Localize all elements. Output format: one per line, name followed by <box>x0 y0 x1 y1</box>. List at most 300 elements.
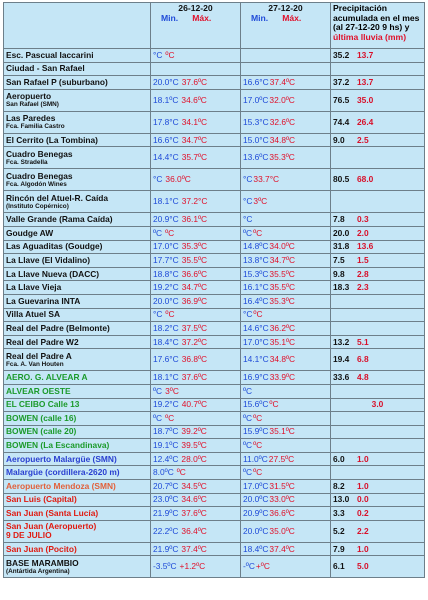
station-name-cell <box>4 371 151 385</box>
table-row <box>4 466 425 480</box>
precip-cell <box>331 412 425 426</box>
table-row <box>4 49 425 63</box>
day1-min: 18.7ºC <box>153 426 179 437</box>
day2-max: 34.8ºC <box>269 354 296 365</box>
day1-min: 22.2ºC <box>153 525 179 536</box>
day1-max: 3ºC <box>165 385 179 396</box>
station-name-cell <box>4 507 151 521</box>
day1-temps-cell <box>151 62 241 76</box>
day2-min: 20.9ºC <box>243 508 269 519</box>
station-name: Rincón del Atuel-R. Caída <box>6 192 109 203</box>
precip-accumulated: 19.4 <box>333 354 350 365</box>
header-station <box>4 3 151 49</box>
day1-max: 36.0ºC <box>165 174 191 185</box>
day1-min: °C <box>153 174 163 185</box>
precip-last-rain: 13.7 <box>357 49 374 60</box>
day1-min: 16.6°C <box>153 134 179 145</box>
station-name-cell <box>4 542 151 556</box>
header-max1: Máx. <box>192 12 212 23</box>
day2-min: ºC <box>243 412 253 423</box>
day2-min: °C <box>243 174 253 185</box>
precip-last-rain: 0.0 <box>357 494 369 505</box>
header-precipitation <box>331 3 425 49</box>
table-row <box>4 191 425 213</box>
station-name: San Juan (Pocito) <box>6 543 77 554</box>
day1-max: ºC <box>165 412 175 423</box>
station-name: Ciudad - San Rafael <box>6 63 85 74</box>
precip-cell <box>331 480 425 494</box>
precip-cell <box>331 308 425 322</box>
day2-min: 20.0ºC <box>243 494 269 505</box>
precip-cell <box>331 542 425 556</box>
table-row <box>4 384 425 398</box>
header-minmax2 <box>243 14 328 24</box>
precip-accumulated: 74.4 <box>333 116 350 127</box>
table-row <box>4 542 425 556</box>
day1-temps-cell <box>151 425 241 439</box>
day2-min: 15.3°C <box>243 116 269 127</box>
day1-max: 34.1ºC <box>181 116 208 127</box>
day2-max: 35.5ºC <box>269 282 296 293</box>
precip-last-rain: 13.6 <box>357 241 374 252</box>
table-row <box>4 349 425 371</box>
station-name: Aeropuerto <box>6 91 52 102</box>
day2-temps-cell <box>241 281 331 295</box>
day1-min: 8.0ºC <box>153 467 174 478</box>
day1-max: 36.8ºC <box>181 354 208 365</box>
precip-cell <box>331 335 425 349</box>
table-row <box>4 89 425 111</box>
station-sublabel: Fca. Familia Castro <box>6 123 65 131</box>
table-row <box>4 507 425 521</box>
station-name-cell <box>4 322 151 336</box>
day1-max: +1.2ºC <box>179 561 206 572</box>
day2-min: 11.0ºC <box>243 453 268 464</box>
precip-last-rain: 1.0 <box>357 453 369 464</box>
precip-cell <box>331 520 425 542</box>
day2-temps-cell <box>241 335 331 349</box>
day2-temps-cell <box>241 169 331 191</box>
day1-max: 36.6ºC <box>181 268 208 279</box>
day2-max: ºC <box>253 412 263 423</box>
day2-max: 35.1ºC <box>269 336 296 347</box>
day1-min: °C <box>153 309 163 320</box>
table-row <box>4 520 425 542</box>
day2-temps-cell <box>241 322 331 336</box>
day1-temps-cell <box>151 147 241 169</box>
day1-temps-cell <box>151 294 241 308</box>
day1-max: 39.5ºC <box>181 440 207 451</box>
precip-last-rain: 5.0 <box>357 561 369 572</box>
day1-temps-cell <box>151 371 241 385</box>
table-row <box>4 254 425 268</box>
day1-max: 37.2°C <box>181 196 208 207</box>
day2-temps-cell <box>241 425 331 439</box>
header-date2: 27-12-20 <box>268 3 303 13</box>
day2-max: 36.2ºC <box>269 322 296 333</box>
station-name-cell <box>4 133 151 147</box>
station-name-cell <box>4 49 151 63</box>
day2-min: 14.8ºC <box>243 241 269 252</box>
station-name-cell <box>4 520 151 542</box>
day2-temps-cell <box>241 452 331 466</box>
day2-min: 16.1°C <box>243 282 269 293</box>
station-name: La Llave Nueva (DACC) <box>6 268 100 279</box>
table-row <box>4 425 425 439</box>
day2-min: 18.4ºC <box>243 543 269 554</box>
day2-min: 17.0°C <box>243 336 269 347</box>
station-name-cell <box>4 398 151 412</box>
day1-temps-cell <box>151 169 241 191</box>
day2-max: 34.8ºC <box>269 134 296 145</box>
station-name-cell <box>4 466 151 480</box>
station-name-cell <box>4 240 151 254</box>
day2-max: 35.5ºC <box>269 268 295 279</box>
day2-max: ºC <box>269 399 279 410</box>
day2-max: 34.0ºC <box>269 241 295 252</box>
station-name: San Juan (Aeropuerto) <box>6 521 97 532</box>
precip-last-rain: 2.0 <box>357 227 369 238</box>
day1-min: 18.8°C <box>153 268 179 279</box>
station-name-cell <box>4 452 151 466</box>
station-name-cell <box>4 191 151 213</box>
station-name: La Llave (El Vidalino) <box>6 254 91 265</box>
station-name: Las Paredes <box>6 113 56 124</box>
station-name: Aeropuerto Mendoza (SMN) <box>6 480 116 491</box>
day1-temps-cell <box>151 520 241 542</box>
station-name: San Luis (Capital) <box>6 494 77 505</box>
precip-last-rain: 3.0 <box>371 399 384 410</box>
station-name-cell <box>4 335 151 349</box>
day1-min: °C <box>153 49 163 60</box>
weather-table <box>3 2 425 578</box>
day2-min: ºC <box>243 467 253 478</box>
precip-accumulated: 7.9 <box>333 543 345 554</box>
precip-accumulated: 37.2 <box>333 76 350 87</box>
precip-cell <box>331 213 425 227</box>
day2-max: 36.6ºC <box>269 508 295 519</box>
station-name: San Rafael P (suburbano) <box>6 76 108 87</box>
day1-max: 36.4ºC <box>181 525 207 536</box>
precip-cell <box>331 111 425 133</box>
day2-min: 17.0ºC <box>243 480 269 491</box>
day1-max: 37.5ºC <box>181 322 208 333</box>
day2-max: 35.3ºC <box>269 152 295 163</box>
day2-temps-cell <box>241 226 331 240</box>
day2-max: 3ºC <box>253 196 268 207</box>
day1-temps-cell <box>151 466 241 480</box>
station-sublabel: (Antártida Argentina) <box>6 567 70 575</box>
precip-cell <box>331 466 425 480</box>
station-name: Real del Padre (Belmonte) <box>6 322 110 333</box>
station-sublabel: San Rafael (SMN) <box>6 101 59 109</box>
day1-max: 28.0ºC <box>181 453 207 464</box>
precip-cell <box>331 556 425 578</box>
day1-min: 18.1°C <box>153 196 179 207</box>
station-name-cell <box>4 111 151 133</box>
day2-min: 15.0°C <box>243 134 269 145</box>
table-row <box>4 308 425 322</box>
table-row <box>4 62 425 76</box>
day2-temps-cell <box>241 520 331 542</box>
day2-min: 16.9°C <box>243 372 269 383</box>
day2-max: +ºC <box>255 561 270 572</box>
day2-min: -ºC <box>243 561 255 572</box>
day1-temps-cell <box>151 308 241 322</box>
day1-min: 17.6°C <box>153 354 179 365</box>
day1-max: 35.3ºC <box>181 241 208 252</box>
day1-min: 19.2°C <box>153 282 179 293</box>
day2-max: ºC <box>253 440 263 451</box>
day2-temps-cell <box>241 147 331 169</box>
station-name: Goudge AW <box>6 227 54 238</box>
precip-last-rain: 2.8 <box>357 268 369 279</box>
day1-min: 14.4°C <box>153 152 179 163</box>
day2-temps-cell <box>241 294 331 308</box>
precip-accumulated: 7.8 <box>333 214 345 225</box>
day1-min: 21.9ºC <box>153 543 179 554</box>
station-name: Cuadro Benegas <box>6 148 73 159</box>
station-sublabel: (Instituto Copérnico) <box>6 202 69 210</box>
day2-temps-cell <box>241 398 331 412</box>
day2-min: 16.4ºC <box>243 295 269 306</box>
table-row <box>4 480 425 494</box>
day1-temps-cell <box>151 322 241 336</box>
day2-min: °C <box>243 196 253 207</box>
day2-temps-cell <box>241 49 331 63</box>
table-row <box>4 322 425 336</box>
day1-temps-cell <box>151 213 241 227</box>
day2-max: 32.6ºC <box>269 116 296 127</box>
station-name: AERO. G. ALVEAR A <box>6 372 88 383</box>
day1-max: 39.2ºC <box>181 426 207 437</box>
precip-cell <box>331 425 425 439</box>
station-name-cell <box>4 76 151 90</box>
precip-accumulated: 9.0 <box>333 134 345 145</box>
day1-max: ºC <box>165 49 175 60</box>
day1-max: 35.5ºC <box>181 254 208 265</box>
precip-accumulated: 6.1 <box>333 561 345 572</box>
day2-max: 35.0ºC <box>269 525 295 536</box>
station-sublabel: Fca. Algodón Wines <box>6 180 67 188</box>
day2-min: 20.0ºC <box>243 525 269 536</box>
precip-cell <box>331 226 425 240</box>
header-min2: Min. <box>251 12 269 23</box>
day2-min: ºC <box>243 227 253 238</box>
station-name-cell <box>4 493 151 507</box>
station-name: Valle Grande (Rama Caída) <box>6 214 113 225</box>
precip-cell <box>331 281 425 295</box>
precip-cell <box>331 452 425 466</box>
day1-max: 37.4ºC <box>181 543 207 554</box>
day1-temps-cell <box>151 439 241 453</box>
day1-max: ºC <box>176 467 186 478</box>
day1-min: 18.4°C <box>153 336 179 347</box>
precip-last-rain: 0.3 <box>357 214 369 225</box>
precip-cell <box>331 322 425 336</box>
header-date1: 26-12-20 <box>178 3 213 13</box>
precip-last-rain: 1.0 <box>357 480 369 491</box>
precip-cell <box>331 89 425 111</box>
table-row <box>4 294 425 308</box>
day2-temps-cell <box>241 62 331 76</box>
day1-temps-cell <box>151 349 241 371</box>
day1-temps-cell <box>151 281 241 295</box>
day2-min: 15.3ºC <box>243 268 269 279</box>
day2-temps-cell <box>241 191 331 213</box>
table-row <box>4 398 425 412</box>
day1-min: ºC <box>153 385 163 396</box>
header-precip-text: Precipitación acumulada en el mes (al 27-12-20 9 hs) y <box>333 3 420 33</box>
station-name: BOWEN (La Escandinava) <box>6 440 110 451</box>
table-row <box>4 111 425 133</box>
day2-temps-cell <box>241 308 331 322</box>
precip-last-rain: 35.0 <box>357 94 374 105</box>
day2-temps-cell <box>241 542 331 556</box>
day1-min: ºC <box>153 227 163 238</box>
day1-min: 17.7°C <box>153 254 179 265</box>
day2-max: 31.5ºC <box>269 480 295 491</box>
table-row <box>4 226 425 240</box>
day1-temps-cell <box>151 452 241 466</box>
day1-min: 19.1ºC <box>153 440 179 451</box>
station-name: Real del Padre A <box>6 350 72 361</box>
day2-temps-cell <box>241 349 331 371</box>
table-row <box>4 556 425 578</box>
day1-max: 34.6ºC <box>181 94 207 105</box>
day2-min: °C <box>243 309 253 320</box>
table-row <box>4 439 425 453</box>
day2-temps-cell <box>241 412 331 426</box>
precip-last-rain: 26.4 <box>357 116 374 127</box>
precip-last-rain: 13.7 <box>357 76 374 87</box>
precip-accumulated: 13.2 <box>333 336 350 347</box>
precip-cell <box>331 191 425 213</box>
day1-max: ºC <box>165 227 175 238</box>
station-name-cell <box>4 213 151 227</box>
day1-min: 18.1°C <box>153 372 179 383</box>
day1-temps-cell <box>151 335 241 349</box>
day1-temps-cell <box>151 398 241 412</box>
precip-accumulated: 18.3 <box>333 282 350 293</box>
day1-min: 20.9°C <box>153 214 179 225</box>
day2-temps-cell <box>241 240 331 254</box>
station-name-cell <box>4 294 151 308</box>
day2-max: ºC <box>253 227 263 238</box>
day2-min: 17.0ºC <box>243 94 269 105</box>
day2-temps-cell <box>241 493 331 507</box>
station-name-cell <box>4 267 151 281</box>
precip-accumulated: 9.8 <box>333 268 345 279</box>
precip-accumulated: 8.2 <box>333 480 345 491</box>
table-row <box>4 169 425 191</box>
precip-cell <box>331 254 425 268</box>
day1-max: 37.6ºC <box>181 76 208 87</box>
day2-min: 15.6ºC <box>243 399 269 410</box>
precip-cell <box>331 371 425 385</box>
precip-cell <box>331 398 425 412</box>
station-name: ALVEAR OESTE <box>6 385 71 396</box>
day2-temps-cell <box>241 439 331 453</box>
station-name-cell <box>4 281 151 295</box>
precip-accumulated: 5.2 <box>333 525 345 536</box>
precip-cell <box>331 169 425 191</box>
precip-cell <box>331 62 425 76</box>
station-name-cell <box>4 439 151 453</box>
precip-cell <box>331 76 425 90</box>
precip-accumulated: 20.0 <box>333 227 350 238</box>
day1-max: ºC <box>165 309 175 320</box>
precip-last-rain: 68.0 <box>357 174 374 185</box>
day2-temps-cell <box>241 267 331 281</box>
day2-max: 34.7ºC <box>269 254 296 265</box>
day2-max: ºC <box>253 309 263 320</box>
table-row <box>4 267 425 281</box>
day1-max: 34.5ºC <box>181 480 207 491</box>
table-row <box>4 281 425 295</box>
day1-temps-cell <box>151 412 241 426</box>
day2-max: 35.1ºC <box>269 426 295 437</box>
precip-cell <box>331 507 425 521</box>
station-name-cell <box>4 384 151 398</box>
station-name-cell <box>4 169 151 191</box>
day1-min: 21.9ºC <box>153 508 179 519</box>
day2-max: 33.9ºC <box>269 372 296 383</box>
header-precip-red: última lluvia (mm) <box>333 31 407 42</box>
station-name: Las Aguaditas (Goudge) <box>6 241 103 252</box>
day2-temps-cell <box>241 133 331 147</box>
day1-min: -3.5ºC <box>153 561 177 572</box>
day2-temps-cell <box>241 254 331 268</box>
day1-temps-cell <box>151 542 241 556</box>
table-row <box>4 147 425 169</box>
day1-temps-cell <box>151 111 241 133</box>
precip-cell <box>331 147 425 169</box>
precip-cell <box>331 493 425 507</box>
station-name: EL CEIBO Calle 13 <box>6 399 80 410</box>
day1-temps-cell <box>151 89 241 111</box>
precip-last-rain: 2.3 <box>357 282 369 293</box>
station-name: La Llave Vieja <box>6 282 62 293</box>
station-name: Real del Padre W2 <box>6 336 79 347</box>
day1-min: 12.4ºC <box>153 453 179 464</box>
station-name-cell <box>4 480 151 494</box>
day1-temps-cell <box>151 267 241 281</box>
day1-max: 36.1ºC <box>181 214 208 225</box>
day1-max: 34.7ºC <box>181 134 208 145</box>
station-name: El Cerrito (La Tombina) <box>6 134 98 145</box>
station-name: BOWEN (calle 16) <box>6 412 77 423</box>
day1-min: 18.2°C <box>153 322 179 333</box>
day1-temps-cell <box>151 507 241 521</box>
station-name-cell <box>4 62 151 76</box>
day1-max: 40.7ºC <box>181 399 208 410</box>
day2-temps-cell <box>241 507 331 521</box>
day1-temps-cell <box>151 254 241 268</box>
day1-max: 37.6ºC <box>181 508 207 519</box>
station-name: Esc. Pascual Iaccarini <box>6 49 94 60</box>
day2-max: 32.0ºC <box>269 94 295 105</box>
precip-cell <box>331 49 425 63</box>
station-name: San Juan (Santa Lucía) <box>6 508 99 519</box>
precip-cell <box>331 240 425 254</box>
station-name: BOWEN (calle 20) <box>6 426 77 437</box>
table-row <box>4 452 425 466</box>
day1-min: 20.7ºC <box>153 480 179 491</box>
day2-min: 15.9ºC <box>243 426 269 437</box>
day1-temps-cell <box>151 49 241 63</box>
precip-accumulated: 76.5 <box>333 94 350 105</box>
